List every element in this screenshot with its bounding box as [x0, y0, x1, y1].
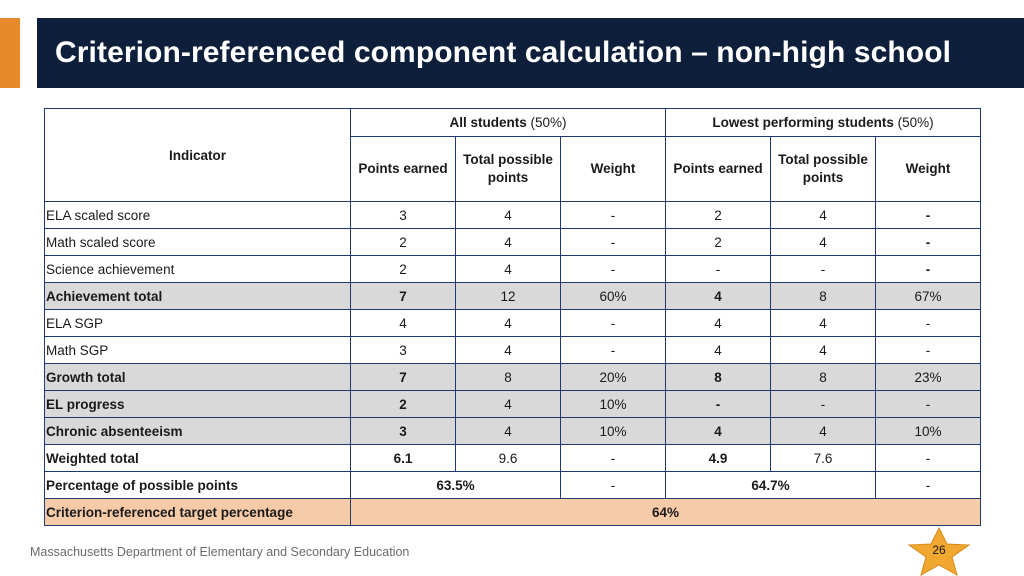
cell: - [561, 202, 666, 229]
col-header: Points earned [351, 137, 456, 202]
cell: - [771, 256, 876, 283]
cell: - [561, 229, 666, 256]
cell: 6.1 [351, 445, 456, 472]
cell: 3 [351, 202, 456, 229]
row-label: Achievement total [45, 283, 351, 310]
cell: 10% [561, 418, 666, 445]
cell: - [876, 472, 981, 499]
row-label: ELA SGP [45, 310, 351, 337]
cell: 4 [456, 256, 561, 283]
cell: 7.6 [771, 445, 876, 472]
row-label: Science achievement [45, 256, 351, 283]
table-row [45, 310, 981, 337]
cell: 8 [771, 364, 876, 391]
cell: - [876, 391, 981, 418]
table-row [45, 229, 981, 256]
cell: - [561, 337, 666, 364]
table-row [45, 391, 981, 418]
cell: 8 [456, 364, 561, 391]
cell: 4 [456, 337, 561, 364]
table-row [45, 364, 981, 391]
footer-text: Massachusetts Department of Elementary and Secondary Education [30, 545, 410, 559]
row-label: Chronic absenteeism [45, 418, 351, 445]
cell: 4 [666, 418, 771, 445]
cell: 4 [666, 337, 771, 364]
cell: - [561, 310, 666, 337]
cell: 4 [456, 418, 561, 445]
cell: 2 [351, 229, 456, 256]
cell: 7 [351, 283, 456, 310]
row-label: Growth total [45, 364, 351, 391]
title-bar [37, 18, 1024, 88]
cell: 20% [561, 364, 666, 391]
cell: 4 [771, 337, 876, 364]
table-row [45, 202, 981, 229]
cell: 3 [351, 337, 456, 364]
table-row [45, 283, 981, 310]
target-row [45, 499, 981, 526]
cell: 8 [666, 364, 771, 391]
table-row [45, 418, 981, 445]
cell: 4.9 [666, 445, 771, 472]
cell: - [561, 472, 666, 499]
row-label: Math SGP [45, 337, 351, 364]
table-row [45, 445, 981, 472]
cell: 2 [666, 202, 771, 229]
cell: 7 [351, 364, 456, 391]
cell: - [876, 337, 981, 364]
cell: 4 [771, 418, 876, 445]
cell: 10% [876, 418, 981, 445]
cell: 2 [351, 256, 456, 283]
cell: 64.7% [666, 472, 876, 499]
col-header: Points earned [666, 137, 771, 202]
cell: 67% [876, 283, 981, 310]
col-header: Weight [561, 137, 666, 202]
cell: 4 [666, 283, 771, 310]
cell: 64% [351, 499, 981, 526]
cell: - [876, 310, 981, 337]
cell: 9.6 [456, 445, 561, 472]
cell: - [876, 445, 981, 472]
row-label: Criterion-referenced target percentage [45, 499, 351, 526]
cell: - [876, 202, 981, 229]
cell: 4 [351, 310, 456, 337]
criterion-table [44, 108, 981, 526]
cell: 4 [456, 202, 561, 229]
cell: 4 [771, 229, 876, 256]
cell: 4 [771, 310, 876, 337]
cell: 63.5% [351, 472, 561, 499]
cell: - [876, 229, 981, 256]
group-header-lowest-performing: Lowest performing students (50%) [666, 109, 981, 137]
cell: 23% [876, 364, 981, 391]
row-label: EL progress [45, 391, 351, 418]
row-label: Weighted total [45, 445, 351, 472]
page-number: 26 [932, 543, 946, 557]
cell: 3 [351, 418, 456, 445]
group-header-all-students: All students (50%) [351, 109, 666, 137]
percentage-row [45, 472, 981, 499]
cell: - [876, 256, 981, 283]
cell: 4 [456, 391, 561, 418]
cell: 4 [456, 229, 561, 256]
title-accent-bar [0, 18, 20, 88]
cell: 60% [561, 283, 666, 310]
table-row [45, 256, 981, 283]
row-label: ELA scaled score [45, 202, 351, 229]
slide-title: Criterion-referenced component calculation – non-high school [55, 36, 952, 69]
cell: 4 [666, 310, 771, 337]
row-label: Percentage of possible points [45, 472, 351, 499]
table-row [45, 337, 981, 364]
cell: - [666, 256, 771, 283]
indicator-header: Indicator [45, 109, 351, 202]
cell: - [561, 256, 666, 283]
cell: - [666, 391, 771, 418]
col-header: Weight [876, 137, 981, 202]
cell: 4 [771, 202, 876, 229]
cell: 2 [351, 391, 456, 418]
cell: - [561, 445, 666, 472]
cell: - [771, 391, 876, 418]
cell: 2 [666, 229, 771, 256]
cell: 12 [456, 283, 561, 310]
col-header: Total possible points [771, 137, 876, 202]
cell: 4 [456, 310, 561, 337]
row-label: Math scaled score [45, 229, 351, 256]
cell: 10% [561, 391, 666, 418]
cell: 8 [771, 283, 876, 310]
col-header: Total possible points [456, 137, 561, 202]
